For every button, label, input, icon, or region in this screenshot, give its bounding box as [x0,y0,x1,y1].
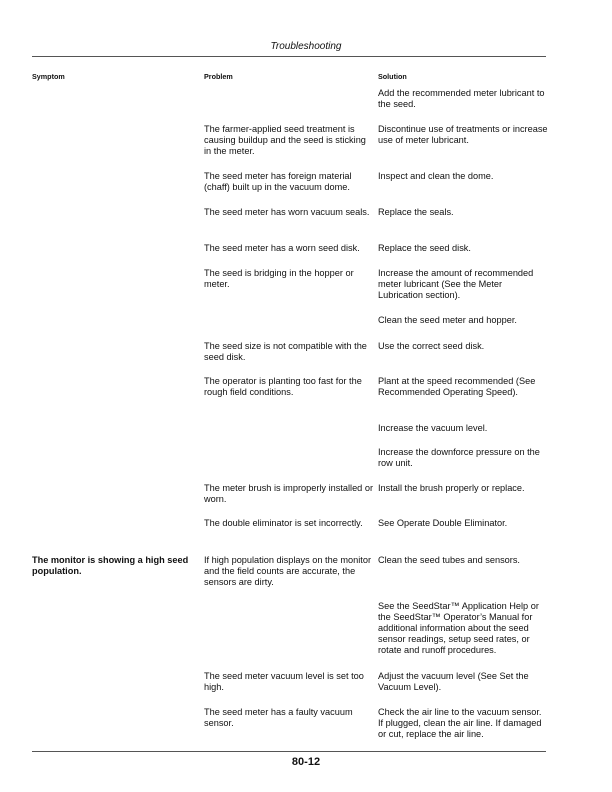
row-solution: Use the correct seed disk. [378,341,485,351]
row-symptom: The monitor is showing a high seed population. [32,555,189,576]
row-solution: Replace the seed disk. [378,243,471,253]
row-solution: Inspect and clean the dome. [378,171,494,181]
row-solution: Install the brush properly or replace. [378,483,525,493]
row-solution: Add the recommended meter lubricant to the seed. [378,88,545,109]
row-solution: Replace the seals. [378,207,454,217]
header-rule [32,56,546,57]
row-solution: Clean the seed tubes and sensors. [378,555,520,565]
row-problem: The farmer-applied seed treatment is causing buildup and the seed is sticking in the meter. [204,124,366,156]
column-header-problem: Problem [204,72,233,81]
row-problem: The operator is planting too fast for the rough field conditions. [204,376,362,397]
footer-rule [32,751,546,752]
row-problem: The seed meter has foreign material (chaff) built up in the vacuum dome. [204,171,352,192]
row-problem: If high population displays on the monitor and the field counts are accurate, the sensors are dirty. [204,555,372,587]
row-solution: See Operate Double Eliminator. [378,518,508,528]
row-solution: Clean the seed meter and hopper. [378,315,517,325]
row-problem: The seed size is not compatible with the seed disk. [204,341,367,362]
row-problem: The meter brush is improperly installed or worn. [204,483,374,504]
row-problem: The double eliminator is set incorrectly. [204,518,363,528]
row-problem: The seed meter has a faulty vacuum sensor. [204,707,353,728]
column-header-symptom: Symptom [32,72,65,81]
row-solution: Discontinue use of treatments or increase use of meter lubricant. [378,124,548,145]
row-solution: Increase the vacuum level. [378,423,488,433]
row-solution: Increase the amount of recommended meter lubricant (See the Meter Lubrication section). [378,268,534,300]
row-problem: The seed meter has worn vacuum seals. [204,207,370,217]
row-solution: Check the air line to the vacuum sensor. If plugged, clean the air line. If damaged or cut, replace the air line. [378,707,542,739]
row-problem: The seed meter has a worn seed disk. [204,243,360,253]
column-header-solution: Solution [378,72,407,81]
row-problem: The seed is bridging in the hopper or meter. [204,268,354,289]
page-header-title: Troubleshooting [270,41,342,52]
row-solution: See the SeedStar™ Application Help or the SeedStar™ Operator’s Manual for additional information about the seed sensor readings, setup seed rates, or rotate and runoff procedures. [378,601,539,655]
row-solution: Plant at the speed recommended (See Recommended Operating Speed). [378,376,536,397]
row-solution: Increase the downforce pressure on the row unit. [378,447,540,468]
row-problem: The seed meter vacuum level is set too high. [204,671,364,692]
page-number: 80-12 [291,756,321,768]
row-solution: Adjust the vacuum level (See Set the Vacuum Level). [378,671,529,692]
